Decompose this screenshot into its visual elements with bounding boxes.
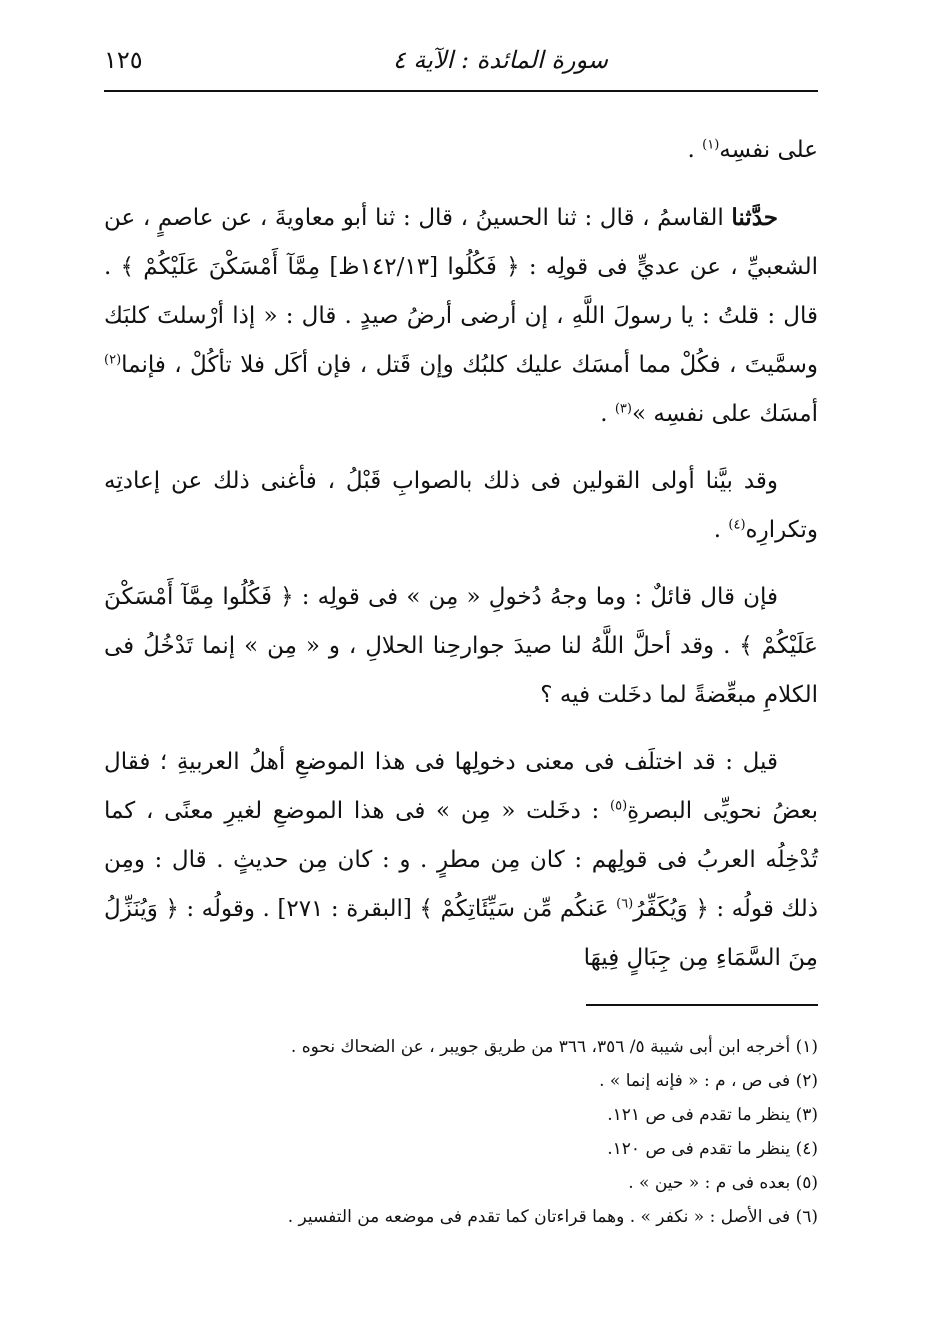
footnote-marker: (٢)	[104, 352, 122, 368]
paragraph-text-continued: : دخَلت « مِن » فى هذا الموضعِ لغيرِ معنًى ، كما تُدْخِلُه العربُ فى قولِهم : كان مِن مطرٍ . و : كان مِن حديثٍ . قال : ومِن ذلك قولُه : ﴿ وَيُكَفِّرُ	[104, 798, 818, 922]
footnote-marker: (٦)	[616, 896, 634, 912]
paragraph-text: القاسمُ ، قال : ثنا الحسينُ ، قال : ثنا أبو معاويةَ ، عن عاصمٍ ، عن الشعبيِّ ، عن عديٍّ فى قولِه : ﴿ فَكُلُوا [١٤٢/١٣ظ] مِمَّآ أَمْسَكْنَ عَلَيْكُمْ ﴾ . قال : قلتُ : يا رسولَ اللَّهِ ، إن أرضى أرضُ صيدٍ . قال : « إذا أرْسلتَ كلبَك وسمَّيتَ ، فكُلْ مما أمسَك عليك كلبُك وإن قَتل ، فإن أكَل فلا تأكُلْ ، فإنما	[104, 205, 818, 378]
footnote-marker: (٣)	[614, 401, 632, 417]
paragraph-4	[104, 573, 818, 720]
footnote-divider	[586, 1004, 818, 1006]
paragraph-text: على نفسِه	[719, 137, 818, 163]
footnote-marker: (١)	[702, 137, 720, 153]
page-header	[104, 38, 818, 92]
paragraph-tail: .	[600, 401, 615, 427]
footnotes	[104, 1030, 818, 1234]
footnote-1: (١) أخرجه ابن أبى شيبة ٥/ ٣٥٦، ٣٦٦ من طريق جويبر ، عن الضحاك نحوه .	[290, 1037, 818, 1057]
footnote-marker: (٤)	[728, 517, 746, 533]
paragraph-tail: .	[713, 517, 729, 543]
hadith-lead-word: حدَّثنا	[731, 204, 778, 231]
paragraph-text: وقد بيَّنا أولى القولين فى ذلك بالصوابِ قَبْلُ ، فأغنى ذلك عن إعادتِه وتكرارِه	[104, 468, 818, 543]
main-text	[104, 126, 818, 1001]
paragraph-5	[104, 738, 818, 983]
paragraph-text-continued: أمسَك على نفسِه »	[631, 401, 818, 427]
paragraph-1	[104, 126, 818, 175]
page-number: ١٢٥	[104, 46, 143, 74]
footnote-3: (٣) ينظر ما تقدم فى ص ١٢١.	[607, 1105, 818, 1125]
paragraph-tail: عَنكُم مِّن سَيِّئَاتِكُمْ ﴾ [البقرة : ٢٧١] . وقولُه : ﴿ وَيُنَزِّلُ مِنَ السَّمَاءِ مِن جِبَالٍ فِيهَا	[104, 896, 818, 971]
paragraph-2	[104, 193, 818, 439]
footnote-2: (٢) فى ص ، م : « فإنه إنما » .	[599, 1071, 818, 1091]
footnote-marker: (٥)	[610, 798, 628, 814]
footnote-4: (٤) ينظر ما تقدم فى ص ١٢٠.	[607, 1139, 818, 1159]
paragraph-tail: .	[687, 137, 703, 163]
paragraph-text: فإن قال قائلٌ : وما وجهُ دُخولِ « مِن » فى قولِه : ﴿ فَكُلُوا مِمَّآ أَمْسَكْنَ عَلَيْكُمْ ﴾ . وقد أحلَّ اللَّهُ لنا صيدَ جوارحِنا الحلالِ ، و « مِن » إنما تَدْخُلُ فى الكلامِ مبعِّضةً لما دخَلت فيه ؟	[104, 584, 818, 708]
paragraph-text: قيل : قد اختلَف فى معنى دخولِها فى هذا الموضعِ أهلُ العربيةِ ؛ فقال بعضُ نحويِّى البصرةِ	[104, 749, 819, 824]
running-title: سورة المائدة : الآية ٤	[392, 46, 608, 74]
footnote-6: (٦) فى الأصل : « نكفر » . وهما قراءتان كما تقدم فى موضعه من التفسير .	[287, 1207, 818, 1227]
footnote-5: (٥) بعده فى م : « حين » .	[628, 1173, 818, 1193]
paragraph-3	[104, 457, 818, 555]
